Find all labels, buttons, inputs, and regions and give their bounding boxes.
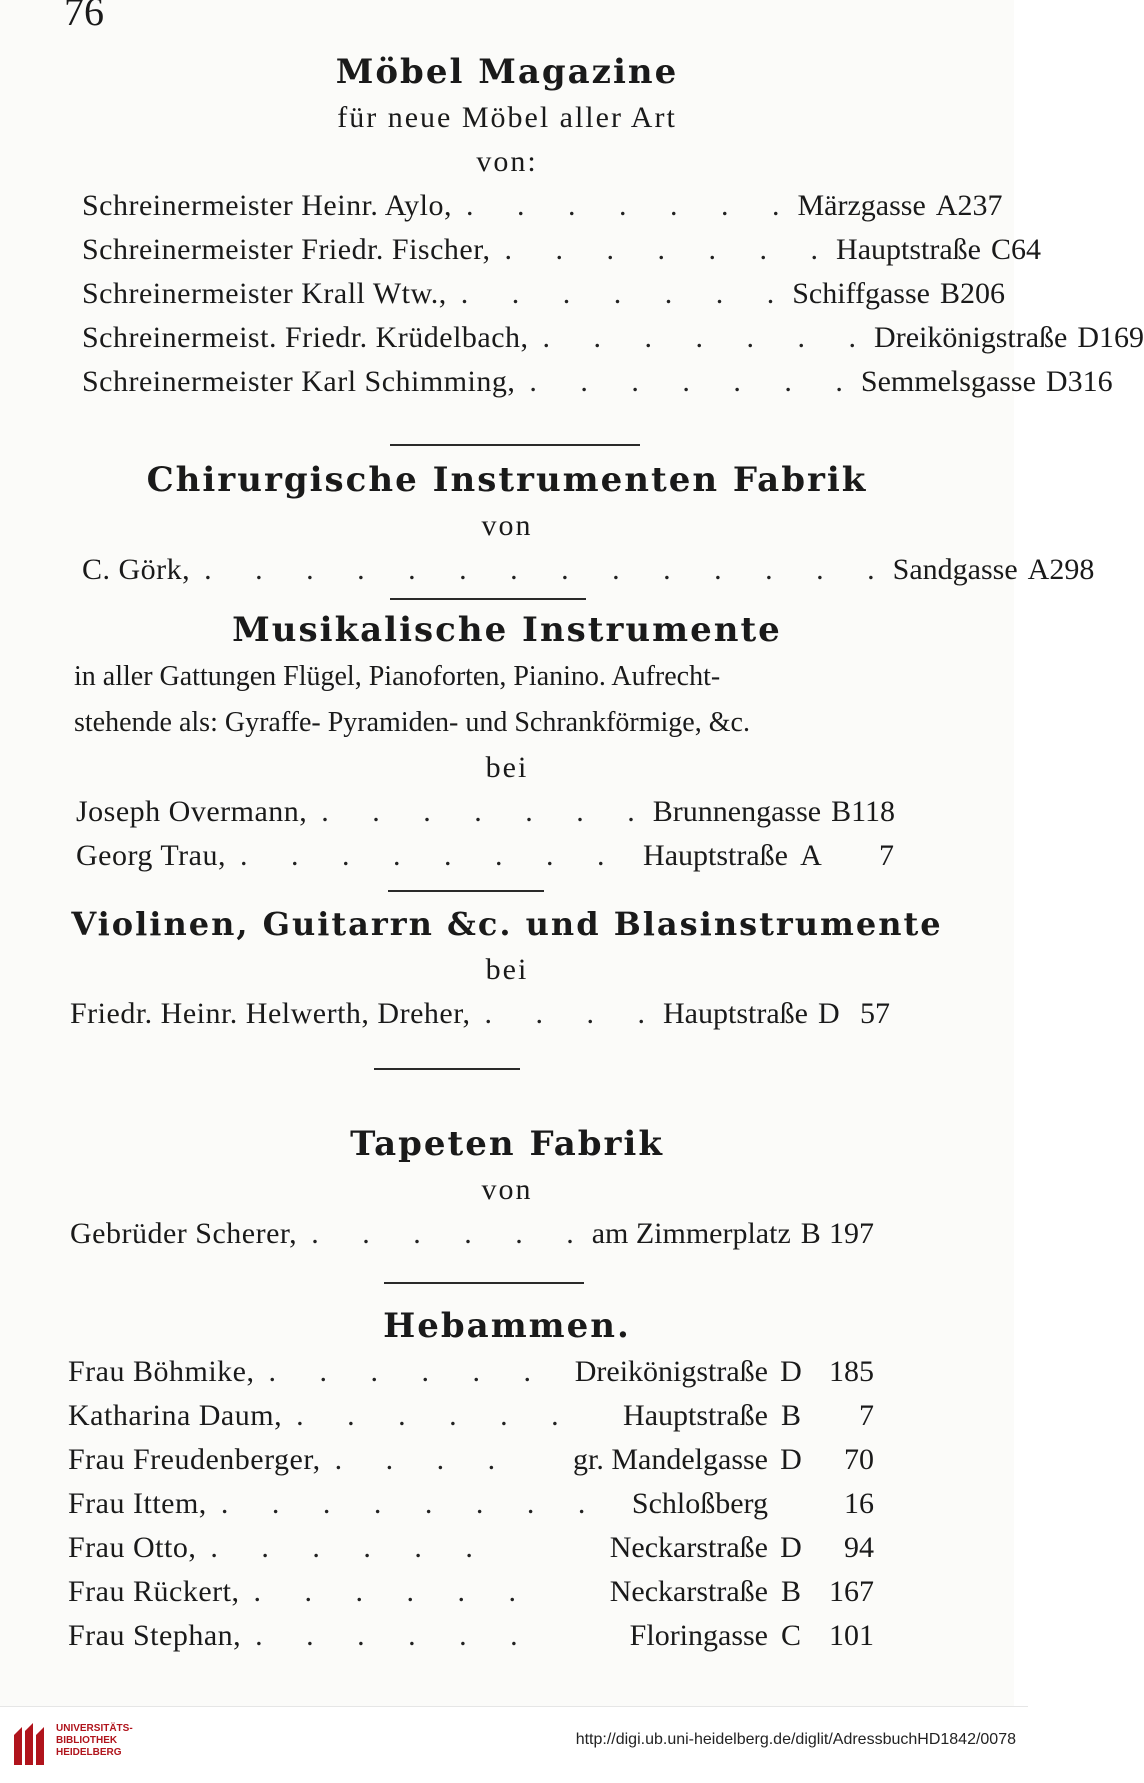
entry-number: 94 xyxy=(844,1531,874,1564)
section-moebel xyxy=(0,48,1144,404)
library-logo-icon xyxy=(12,1721,50,1767)
entry-name: Frau Ittem, xyxy=(68,1487,207,1520)
leader-dots: . . . . . . . . xyxy=(220,1487,604,1520)
leader-dots: . . . . . . xyxy=(311,1217,592,1250)
entry-street: Brunnengasse xyxy=(652,795,822,828)
entry-street: Dreikönigstraße xyxy=(574,1355,768,1388)
list-item xyxy=(82,184,1003,228)
entry-name: Gebrüder Scherer, xyxy=(70,1217,298,1250)
description-line: stehende als: Gyraffe- Pyramiden- und Schrankförmige, &c. xyxy=(74,707,750,738)
entry-street: Hauptstraße xyxy=(623,1399,768,1432)
page-number: 76 xyxy=(64,0,104,34)
entry-street: Schiffgasse xyxy=(792,277,930,310)
list-item xyxy=(68,1526,874,1570)
entry-number: 57 xyxy=(860,997,890,1030)
list-item xyxy=(68,1570,874,1614)
entry-street: Hauptstraße xyxy=(663,997,808,1030)
section-heading: Chirurgische Instrumenten Fabrik xyxy=(146,460,868,500)
entry-district: A xyxy=(935,189,958,222)
source-url-link[interactable]: http://digi.ub.uni-heidelberg.de/diglit/AdressbuchHD1842/0078 xyxy=(575,1731,1016,1748)
entry-number: 237 xyxy=(957,189,1003,222)
entry-list xyxy=(82,548,1095,592)
entry-name: Frau Böhmike, xyxy=(68,1355,255,1388)
section-by: bei xyxy=(485,751,529,784)
entry-name: Schreinermeist. Friedr. Krüdelbach, xyxy=(82,321,529,354)
leader-dots: . . . . . . xyxy=(255,1619,536,1652)
entry-number: 298 xyxy=(1049,553,1095,586)
entry-name: Frau Otto, xyxy=(68,1531,197,1564)
logo-line: BIBLIOTHEK xyxy=(56,1735,118,1746)
description-line: in aller Gattungen Flügel, Pianoforten, Pianino. Aufrecht- xyxy=(74,661,721,692)
entry-number: 118 xyxy=(851,795,895,828)
entry-street: Sandgasse xyxy=(892,553,1018,586)
leader-dots: . . . . . . xyxy=(210,1531,491,1564)
entry-number: 64 xyxy=(1011,233,1041,266)
entry-street: am Zimmerplatz xyxy=(591,1217,791,1250)
list-item xyxy=(76,834,894,878)
list-item xyxy=(68,1394,874,1438)
divider-rule xyxy=(388,890,544,892)
leader-dots: . . . . . . . xyxy=(529,365,861,398)
divider-rule xyxy=(390,598,586,600)
leader-dots: . . . . . . xyxy=(253,1575,534,1608)
list-item xyxy=(82,228,1041,272)
list-item xyxy=(70,992,890,1036)
list-item xyxy=(68,1614,874,1658)
entry-street: Neckarstraße xyxy=(609,1531,768,1564)
logo-line: UNIVERSITÄTS- xyxy=(56,1723,133,1734)
entry-name: Schreinermeister Karl Schimming, xyxy=(82,365,516,398)
section-violinen xyxy=(0,900,1014,1036)
entry-name: Georg Trau, xyxy=(76,839,226,872)
entry-number: 316 xyxy=(1067,365,1113,398)
entry-district: C xyxy=(780,1619,801,1652)
list-item xyxy=(68,1482,874,1526)
entry-district: D xyxy=(817,997,840,1030)
list-item xyxy=(82,360,1113,404)
entry-number: 206 xyxy=(960,277,1005,310)
entry-name: Frau Rückert, xyxy=(68,1575,240,1608)
entry-name: C. Görk, xyxy=(82,553,191,586)
entry-number: 167 xyxy=(829,1575,874,1608)
entry-name: Katharina Daum, xyxy=(68,1399,283,1432)
entry-list xyxy=(70,1212,874,1256)
entry-street: Semmelsgasse xyxy=(860,365,1036,398)
entry-district: D xyxy=(1045,365,1068,398)
list-item xyxy=(68,1350,874,1394)
leader-dots: . . . . . . . . xyxy=(239,839,623,872)
entry-number: 16 xyxy=(844,1487,874,1520)
entry-street: gr. Mandelgasse xyxy=(573,1443,768,1476)
section-tapeten xyxy=(0,1120,1014,1256)
entry-district: B xyxy=(939,277,960,310)
leader-dots: . . . . . . . xyxy=(504,233,837,266)
entry-street: Dreikönigstraße xyxy=(874,321,1068,354)
entry-list xyxy=(76,790,894,878)
section-chirurg xyxy=(0,456,1095,592)
divider-rule xyxy=(390,444,640,446)
section-heading: Musikalische Instrumente xyxy=(232,610,782,650)
list-item xyxy=(68,1438,874,1482)
leader-dots: . . . . . . . . . . . . . . xyxy=(204,553,893,586)
section-by: von xyxy=(481,509,533,542)
entry-name: Frau Freudenberger, xyxy=(68,1443,321,1476)
entry-district: D xyxy=(780,1355,802,1388)
entry-district: A xyxy=(1027,553,1050,586)
entry-district: B xyxy=(780,1399,801,1432)
entry-district: C xyxy=(990,233,1011,266)
section-heading: Violinen, Guitarrn &c. und Blasinstrumente xyxy=(71,905,943,943)
entry-number: 169 xyxy=(1099,321,1144,354)
entry-district: B xyxy=(831,795,852,828)
entry-street: Märzgasse xyxy=(797,189,926,222)
entry-street: Floringasse xyxy=(629,1619,768,1652)
library-logo-text xyxy=(56,1723,133,1759)
section-musik xyxy=(0,606,1014,878)
entry-district: D xyxy=(1077,321,1099,354)
entry-street: Hauptstraße xyxy=(643,839,788,872)
entry-district: D xyxy=(780,1443,802,1476)
list-item xyxy=(76,790,894,834)
entry-district: B xyxy=(780,1575,801,1608)
footer-bar xyxy=(0,1706,1028,1783)
entry-list xyxy=(82,184,1144,404)
entry-number: 101 xyxy=(829,1619,874,1652)
list-item xyxy=(82,548,1095,592)
section-heading: Hebammen. xyxy=(383,1306,631,1346)
leader-dots: . . . . . . . xyxy=(466,189,798,222)
entry-name: Frau Stephan, xyxy=(68,1619,242,1652)
leader-dots: . . . . . . . xyxy=(321,795,653,828)
entry-list xyxy=(70,992,890,1036)
entry-name: Friedr. Heinr. Helwerth, Dreher, xyxy=(70,997,471,1030)
entry-number: 7 xyxy=(879,839,894,872)
entry-district: B xyxy=(800,1217,821,1250)
entry-name: Joseph Overmann, xyxy=(76,795,308,828)
section-subtitle: für neue Möbel aller Art xyxy=(337,101,677,134)
section-hebammen xyxy=(0,1302,1014,1658)
leader-dots: . . . . xyxy=(484,997,664,1030)
leader-dots: . . . . xyxy=(334,1443,514,1476)
section-heading: Möbel Magazine xyxy=(335,52,679,92)
entry-list xyxy=(68,1350,874,1658)
entry-district: A xyxy=(800,839,822,872)
entry-street: Hauptstraße xyxy=(836,233,981,266)
entry-number: 70 xyxy=(844,1443,874,1476)
leader-dots: . . . . . . . xyxy=(542,321,875,354)
logo-line: HEIDELBERG xyxy=(56,1747,122,1758)
leader-dots: . . . . . . xyxy=(296,1399,577,1432)
entry-number: 185 xyxy=(829,1355,874,1388)
list-item xyxy=(82,272,1005,316)
entry-name: Schreinermeister Heinr. Aylo, xyxy=(82,189,452,222)
list-item xyxy=(70,1212,874,1256)
entry-district: D xyxy=(780,1531,802,1564)
section-heading: Tapeten Fabrik xyxy=(350,1124,664,1164)
leader-dots: . . . . . . . xyxy=(460,277,793,310)
leader-dots: . . . . . . xyxy=(268,1355,549,1388)
entry-number: 197 xyxy=(829,1217,874,1250)
entry-number: 7 xyxy=(859,1399,874,1432)
divider-rule xyxy=(374,1068,520,1070)
section-by: von xyxy=(481,1173,533,1206)
list-item xyxy=(82,316,1144,360)
section-by: bei xyxy=(485,953,529,986)
section-by: von: xyxy=(476,145,538,178)
divider-rule xyxy=(384,1282,584,1284)
entry-street: Schloßberg xyxy=(631,1487,768,1520)
entry-name: Schreinermeister Friedr. Fischer, xyxy=(82,233,491,266)
entry-name: Schreinermeister Krall Wtw., xyxy=(82,277,447,310)
entry-street: Neckarstraße xyxy=(609,1575,768,1608)
